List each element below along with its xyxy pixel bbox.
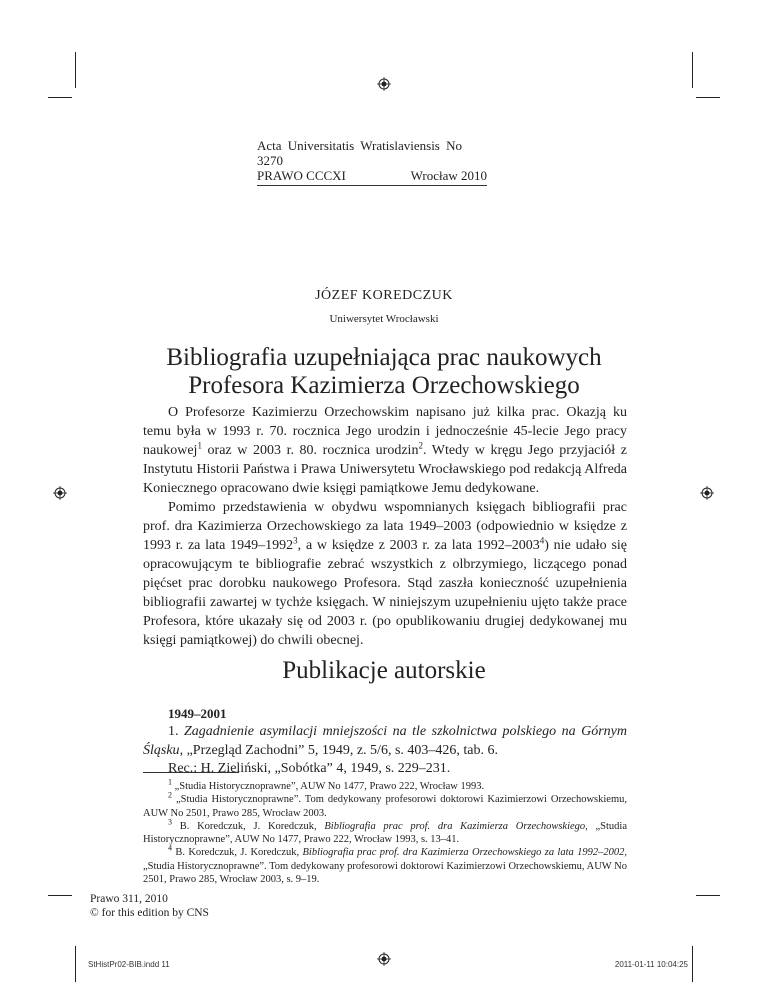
registration-mark-icon <box>377 77 391 91</box>
journal-line: Acta Universitatis Wratislaviensis No 3270 <box>257 138 463 168</box>
footnotes <box>143 777 628 886</box>
footnote-rule <box>143 772 239 773</box>
crop-mark <box>48 895 72 896</box>
place-year: Wrocław 2010 <box>410 168 487 183</box>
footnote-ref: 3 <box>293 535 298 546</box>
body-text <box>143 403 627 650</box>
crop-mark <box>696 97 720 98</box>
registration-mark-icon <box>377 952 391 966</box>
copyright-line: Prawo 311, 2010 <box>90 893 168 905</box>
crop-mark <box>48 97 72 98</box>
title-line-2: Profesora Kazimierza Orzechowskiego <box>188 372 580 399</box>
crop-mark <box>692 52 693 88</box>
copyright-line: © for this edition by CNS <box>90 907 209 919</box>
affiliation: Uniwersytet Wrocławski <box>329 313 439 325</box>
section-heading: Publikacje autorskie <box>282 657 486 684</box>
article-title <box>0 344 768 400</box>
footnote: $^1$ „Studia Historycznoprawne”, AUW No 1477, Prawo 222, Wrocław 1993. <box>168 777 485 792</box>
slug-filename: StHistPr02-BIB.indd 11 <box>88 960 170 969</box>
footnote-ref: 4 <box>539 535 545 546</box>
paragraph: Pomimo przedstawienia w obydwu wspomnianych księgach bibliografii prac prof. dra Kazimierza Orzechowskiego za lata 1949–2003 (odpowiednio w księdze z 1993 r. za lata 1949–1992$^3$, a w księdze z 2003 r. za lata 1992–2003$^4$) nie udało się opracowującym te bibliografie zebrać wszystkich z olbrzymiego, liczącego ponad pięćset prac dorobku naukowego Profesora. Stąd zaszła konieczność uzupełnienia bibliografii zawartej w tychże księgach. W niniejszym uzupełnieniu ujęto także prace Profesora, które ukazały się od 2003 r. (po opublikowaniu drugiej dedykowanej mu księgi pamiątkowej) do chwili obecnej. <box>143 500 627 648</box>
footnote: $^4$ B. Koredczuk, J. Koredczuk, Bibliografia prac prof. dra Kazimierza Orzechowskiego za lata 1992–2002, „Studia Historycznoprawne”. Tom dedykowany profesorowi doktorowi Kazimierzowi Orzechowskiemu, AUW No 2501, Prawo 285, Wrocław 2003, s. 9–19. <box>143 843 627 886</box>
entry-title: Zagadnienie asymilacji mniejszości na tle szkolnictwa polskiego na Górnym Śląsku <box>143 724 628 758</box>
footnote: $^2$ „Studia Historycznoprawne”. Tom dedykowany profesorowi doktorowi Kazimierzowi Orzechowskiemu, AUW No 2501, Prawo 285, Wrocław 2003. <box>143 790 627 819</box>
registration-mark-icon <box>700 486 714 500</box>
year-range: 1949–2001 <box>168 706 227 721</box>
entry-review: Rec.: H. Zieliński, „Sobótka” 4, 1949, s. 229–231. <box>168 761 451 776</box>
copyright-block <box>90 892 209 920</box>
bibliography-entry: 1. Zagadnienie asymilacji mniejszości na tle szkolnictwa polskiego na Górnym Śląsku, „Przegląd Zachodni” 5, 1949, z. 5/6, s. 403–426, tab. 6. Rec.: H. Zieliński, „Sobótka” 4, 1949, s. 229–231. <box>143 723 627 779</box>
crop-mark <box>75 52 76 88</box>
registration-mark-icon <box>53 486 67 500</box>
title-line-1: Bibliografia uzupełniająca prac naukowych <box>166 344 602 371</box>
footnote-ref: 2 <box>418 440 423 451</box>
footnote-ref: 1 <box>197 440 202 451</box>
paragraph: O Profesorze Kazimierzu Orzechowskim napisano już kilka prac. Okazją ku temu była w 1993 r. 70. rocznica Jego urodzin i jednocześnie 45-lecie Jego pracy naukowej$^1$ oraz w 2003 r. 80. rocznica urodzin$^2$. Wtedy w kręgu Jego przyjaciół z Instytutu Historii Państwa i Prawa Uniwersytetu Wrocławskiego pod redakcją Alfreda Koniecznego opracowano dwie księgi pamiątkowe Jemu dedykowane. <box>143 405 627 496</box>
slug-timestamp: 2011-01-11 10:04:25 <box>614 960 688 969</box>
header-rule <box>257 185 487 186</box>
crop-mark <box>696 895 720 896</box>
author-name: JÓZEF KOREDCZUK <box>315 288 453 303</box>
crop-mark <box>692 946 693 982</box>
journal-header <box>257 138 487 186</box>
crop-mark <box>75 946 76 982</box>
footnote: $^3$ B. Koredczuk, J. Koredczuk, Bibliografia prac prof. dra Kazimierza Orzechowskiego, „Studia Historycznoprawne”, AUW No 1477, Prawo 222, Wrocław 1993, s. 13–41. <box>143 817 628 846</box>
series-label: PRAWO CCCXI <box>257 168 346 183</box>
